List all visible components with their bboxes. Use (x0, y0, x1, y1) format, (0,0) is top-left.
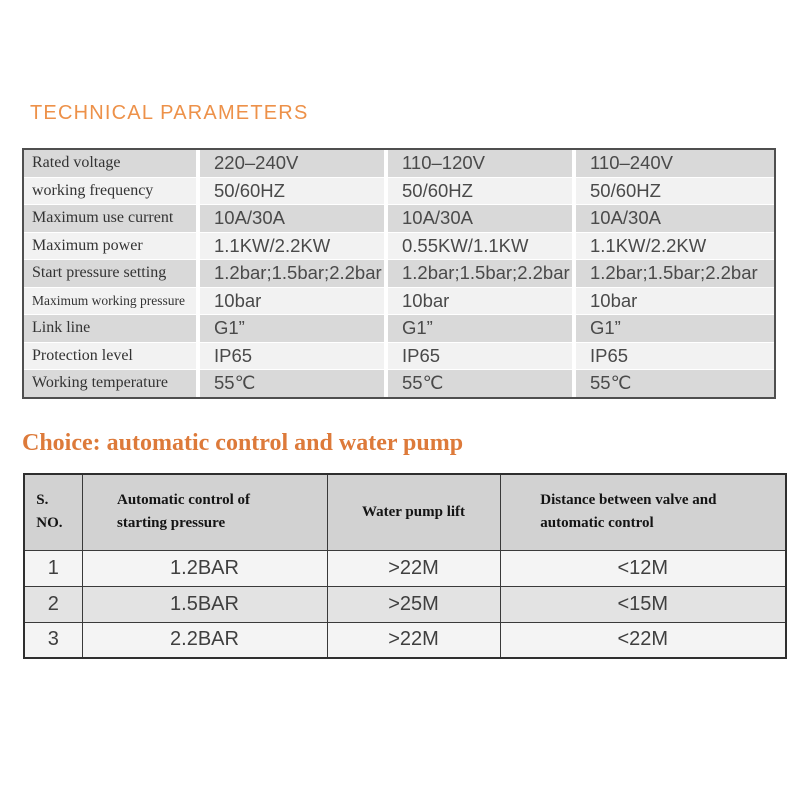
param-value: 1.2bar;1.5bar;2.2bar (200, 260, 384, 287)
param-value: 10bar (388, 288, 572, 315)
param-label: Start pressure setting (24, 260, 196, 287)
choice-section-title: Choice: automatic control and water pump (22, 430, 464, 456)
param-value: 50/60HZ (200, 178, 384, 205)
column-header-auto-control: Automatic control of starting pressure (82, 474, 327, 550)
column-header-pump-lift: Water pump lift (327, 474, 500, 550)
cell-pressure: 2.2BAR (82, 622, 327, 658)
column-header-sno: S. NO. (24, 474, 82, 550)
table-row (24, 233, 774, 260)
param-value: 50/60HZ (388, 178, 572, 205)
param-value: G1” (388, 315, 572, 342)
param-label: Maximum power (24, 233, 196, 260)
param-value: 1.2bar;1.5bar;2.2bar (388, 260, 572, 287)
param-value: 10bar (576, 288, 774, 315)
table-row (24, 260, 774, 287)
table-row (24, 343, 774, 370)
param-value: 220–240V (200, 150, 384, 177)
param-label: Rated voltage (24, 150, 196, 177)
param-value: G1” (576, 315, 774, 342)
param-value: IP65 (388, 343, 572, 370)
param-value: G1” (200, 315, 384, 342)
cell-distance: <15M (500, 586, 786, 622)
param-value: IP65 (576, 343, 774, 370)
table-row (24, 205, 774, 232)
table-row (24, 150, 774, 177)
table-row (24, 288, 774, 315)
cell-sno: 2 (24, 586, 82, 622)
param-value: 55℃ (388, 370, 572, 397)
param-value: 10A/30A (200, 205, 384, 232)
param-value: 55℃ (200, 370, 384, 397)
cell-sno: 3 (24, 622, 82, 658)
param-label: Working temperature (24, 370, 196, 397)
param-value: 1.2bar;1.5bar;2.2bar (576, 260, 774, 287)
column-header-distance: Distance between valve and automatic control (500, 474, 786, 550)
table-row (24, 178, 774, 205)
cell-lift: >22M (327, 622, 500, 658)
cell-pressure: 1.2BAR (82, 550, 327, 586)
cell-pressure: 1.5BAR (82, 586, 327, 622)
param-value: IP65 (200, 343, 384, 370)
cell-sno: 1 (24, 550, 82, 586)
cell-distance: <12M (500, 550, 786, 586)
param-label: Maximum use current (24, 205, 196, 232)
table-header-row (24, 474, 786, 550)
table-row (24, 586, 786, 622)
technical-parameters-title: TECHNICAL PARAMETERS (30, 102, 309, 124)
table-row (24, 550, 786, 586)
table-row (24, 370, 774, 397)
cell-lift: >22M (327, 550, 500, 586)
param-value: 10A/30A (576, 205, 774, 232)
cell-lift: >25M (327, 586, 500, 622)
param-value: 50/60HZ (576, 178, 774, 205)
param-value: 10bar (200, 288, 384, 315)
table-row (24, 315, 774, 342)
param-label: working frequency (24, 178, 196, 205)
param-value: 1.1KW/2.2KW (576, 233, 774, 260)
param-value: 110–240V (576, 150, 774, 177)
choice-table (23, 473, 787, 659)
cell-distance: <22M (500, 622, 786, 658)
param-label: Maximum working pressure (24, 288, 196, 315)
param-label: Link line (24, 315, 196, 342)
technical-parameters-table (22, 148, 776, 399)
param-value: 10A/30A (388, 205, 572, 232)
param-value: 0.55KW/1.1KW (388, 233, 572, 260)
table-row (24, 622, 786, 658)
param-value: 1.1KW/2.2KW (200, 233, 384, 260)
param-value: 55℃ (576, 370, 774, 397)
param-value: 110–120V (388, 150, 572, 177)
param-label: Protection level (24, 343, 196, 370)
